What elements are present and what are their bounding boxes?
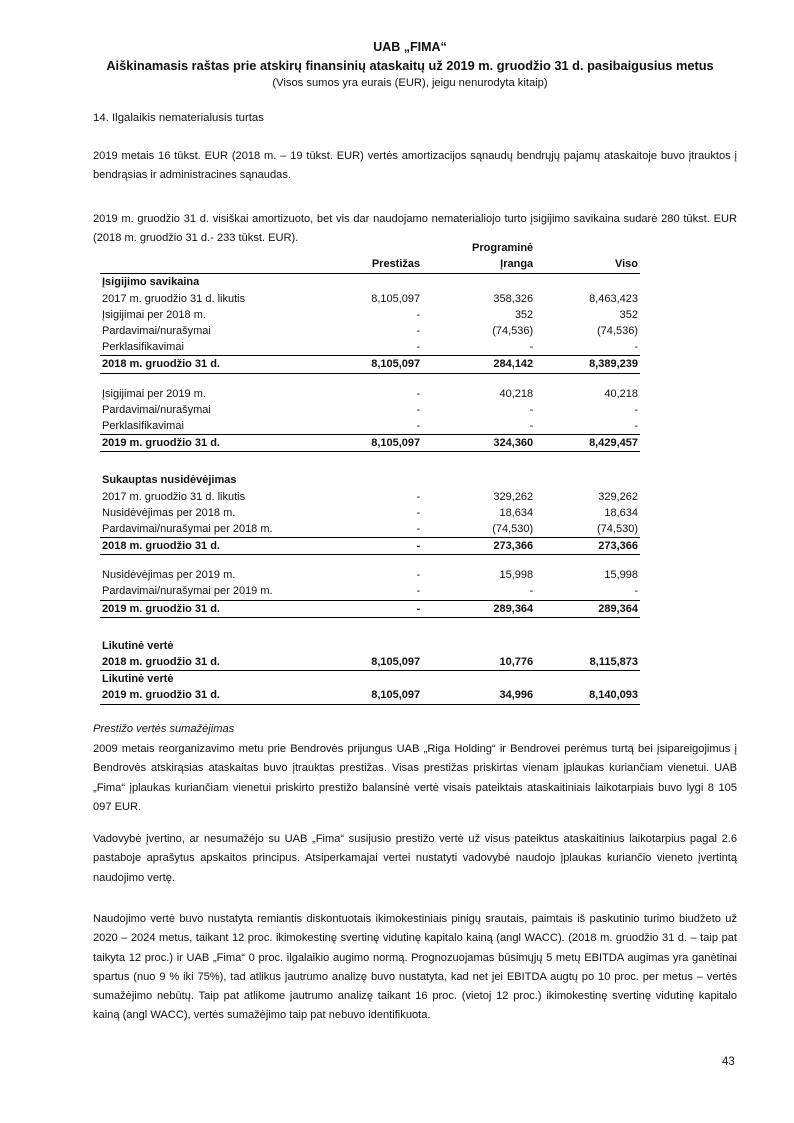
section-heading-row xyxy=(100,472,640,488)
cell-total: 289,364 xyxy=(535,600,640,617)
cell-goodwill: 8,105,097 xyxy=(331,356,423,373)
table-row xyxy=(100,583,640,600)
net-book-value-heading: Likutinė vertė xyxy=(102,639,174,652)
page-number: 43 xyxy=(722,1056,735,1068)
cell-goodwill: - xyxy=(331,600,423,617)
cell-software: 358,326 xyxy=(493,292,534,305)
cell-total: 40,218 xyxy=(604,387,638,400)
cell-total: - xyxy=(634,341,638,354)
cell-total: 329,262 xyxy=(598,490,638,503)
row-label: Perklasifikavimai xyxy=(102,341,184,354)
row-label: 2019 m. gruodžio 31 d. xyxy=(100,600,331,617)
table-row xyxy=(100,339,640,356)
total-row xyxy=(100,538,640,555)
table-row xyxy=(100,402,640,418)
company-name: UAB „FIMA“ xyxy=(373,40,447,54)
cell-total: 273,366 xyxy=(535,538,640,555)
cell-software: - xyxy=(529,341,534,354)
cell-total: 352 xyxy=(619,308,638,321)
table-row xyxy=(100,386,640,402)
cell-software: 324,360 xyxy=(422,435,535,452)
table-row xyxy=(100,505,640,521)
row-label: Pardavimai/nurašymai per 2018 m. xyxy=(102,522,273,535)
cell-goodwill: - xyxy=(416,341,421,354)
cell-goodwill: - xyxy=(416,403,421,416)
net-book-value-row xyxy=(100,654,640,671)
cell-software: 289,364 xyxy=(422,600,535,617)
paragraph-fully-amortized: 2019 m. gruodžio 31 d. visiškai amortizuoto, bet vis dar naudojamo nematerialiojo turto įsigijimo savikaina sudarė 280 tūkst. EUR (2018 m. gruodžio 31 d.- 233 tūkst. EUR). xyxy=(93,213,737,245)
cost-heading: Įsigijimo savikaina xyxy=(102,276,200,289)
table-header-row-2 xyxy=(100,256,640,274)
section-heading-row xyxy=(100,274,640,291)
cell-total: 8,463,423 xyxy=(589,292,638,305)
table-header-row-1 xyxy=(100,240,640,256)
column-header-total: Viso xyxy=(535,256,640,274)
cell-software: - xyxy=(529,585,534,598)
cell-software: 18,634 xyxy=(499,506,534,519)
table-row xyxy=(100,521,640,538)
cell-goodwill: 8,105,097 xyxy=(331,435,423,452)
column-header-goodwill: Prestižas xyxy=(331,256,423,274)
paragraph-amortization: 2019 metais 16 tūkst. EUR (2018 m. – 19 tūkst. EUR) vertės amortizacijos sąnaudų bendrųjų pajamų ataskaitoje buvo įtrauktos į bendrąsias ir administracines sąnaudas. xyxy=(93,150,737,182)
cell-goodwill: - xyxy=(331,538,423,555)
net-book-value-heading: Likutinė vertė xyxy=(100,671,640,688)
cell-goodwill: 8,105,097 xyxy=(371,656,421,669)
column-header-software-line1: Programinė xyxy=(472,242,534,255)
cell-software: (74,536) xyxy=(492,325,534,338)
row-label: 2018 m. gruodžio 31 d. xyxy=(100,538,331,555)
cell-software: 34,996 xyxy=(422,687,535,704)
document-title: Aiškinamasis raštas prie atskirų finansinių ataskaitų už 2019 m. gruodžio 31 d. pasibaigusius metus xyxy=(106,58,714,73)
row-label: Įsigijimai per 2018 m. xyxy=(102,308,206,321)
cell-software: 273,366 xyxy=(422,538,535,555)
cell-software: 40,218 xyxy=(499,387,534,400)
cell-goodwill: - xyxy=(416,569,421,582)
column-header-software-line2: Įranga xyxy=(422,256,535,274)
cell-software: 284,142 xyxy=(422,356,535,373)
row-label: 2018 m. gruodžio 31 d. xyxy=(100,356,331,373)
cell-total: - xyxy=(634,403,638,416)
document-subtitle: (Visos sumos yra eurais (EUR), jeigu nenurodyta kitaip) xyxy=(272,77,548,89)
cell-goodwill: 8,105,097 xyxy=(331,687,423,704)
net-book-value-row xyxy=(100,687,640,704)
total-row xyxy=(100,435,640,452)
row-label: Perklasifikavimai xyxy=(102,419,184,432)
cell-goodwill: - xyxy=(416,522,421,535)
cell-software: 329,262 xyxy=(493,490,534,503)
table-row xyxy=(100,567,640,583)
cell-total: 8,429,457 xyxy=(535,435,640,452)
depreciation-heading: Sukauptas nusidėvėjimas xyxy=(102,474,237,487)
cell-total: (74,530) xyxy=(597,522,638,535)
table-row xyxy=(100,418,640,435)
cell-total: 8,389,239 xyxy=(535,356,640,373)
cell-software: - xyxy=(529,403,534,416)
cell-goodwill: - xyxy=(416,419,421,432)
row-label: 2019 m. gruodžio 31 d. xyxy=(100,687,331,704)
row-label: Pardavimai/nurašymai per 2019 m. xyxy=(102,585,273,598)
net-book-value-heading-row xyxy=(100,671,640,688)
total-row xyxy=(100,356,640,373)
table-row xyxy=(100,323,640,339)
net-book-value-heading-row xyxy=(100,638,640,654)
cell-software: 10,776 xyxy=(499,656,534,669)
cell-total: 15,998 xyxy=(604,569,638,582)
impairment-heading: Prestižo vertės sumažėjimas xyxy=(93,723,235,735)
cell-software: 15,998 xyxy=(499,569,534,582)
cell-software: 352 xyxy=(514,308,534,321)
row-label: 2017 m. gruodžio 31 d. likutis xyxy=(102,292,246,305)
cell-total: (74,536) xyxy=(597,325,638,338)
row-label: 2018 m. gruodžio 31 d. xyxy=(102,656,220,669)
row-label: Nusidėvėjimas per 2019 m. xyxy=(102,569,236,582)
section-title: 14. Ilgalaikis nematerialusis turtas xyxy=(93,112,264,124)
cell-goodwill: 8,105,097 xyxy=(371,292,421,305)
paragraph-value-in-use: Naudojimo vertė buvo nustatyta remiantis diskontuotais ikimokestiniais pinigų srautais, paimtais iš paskutinio turimo biudžeto už 2020 – 2024 metus, taikant 12 proc. ikimokestinę svertinę vidutinę kapitalo kainą (angl WACC). (2018 m. gruodžio 31 d. – taip pat taikyta 12 proc.) ir UAB „Fima“ 0 proc. ilgalaikio augimo normą. Prognozuojamas būsimųjų 5 metų EBITDA augimas yra ganėtinai spartus (nuo 9 % iki 75%), tad atlikus jautrumo analizę buvo nustatyta, kad net jei EBITDA augtų po 10 proc. per metus – vertės sumažėjimo nebūtų. Taip pat atlikome jautrumo analizę taikant 16 proc. (vietoj 12 proc.) ikimokestinę svertinę vidutinę kapitalo kainą (angl WACC), vertės sumažėjimo taip pat nebuvo identifikuota. xyxy=(93,913,737,1022)
paragraph-goodwill-origin: 2009 metais reorganizavimo metu prie Bendrovės prijungus UAB „Riga Holding“ ir Bendrovei perėmus turtą bei įsipareigojimus į Bendrovės atskirąsias ataskaitas buvo įtrauktas prestižas. Visas prestižas priskirtas vienam įplaukas kuriančiam vienetui. UAB „Fima“ įplaukas kuriančiam vienetui priskirto prestižo balansinė vertė visais pateiktais ataskaitiniais laikotarpiais buvo lygi 8 105 097 EUR. xyxy=(93,743,737,813)
cell-goodwill: - xyxy=(416,308,421,321)
cell-goodwill: - xyxy=(416,506,421,519)
intangible-assets-table xyxy=(100,240,640,705)
cell-software: (74,530) xyxy=(492,522,534,535)
cell-total: 8,140,093 xyxy=(535,687,640,704)
row-label: Pardavimai/nurašymai xyxy=(102,403,211,416)
paragraph-management-assessment: Vadovybė įvertino, ar nesumažėjo su UAB „Fima“ susijusio prestižo vertė už visus pateiktus ataskaitinius laikotarpius pagal 2.6 pastaboje aprašytus apskaitos principus. Atsiperkamajai vertei nustatyti vadovybė naudojo įplaukas kuriančio vieneto įvertintą naudojimo vertę. xyxy=(93,833,737,884)
cell-total: 8,115,873 xyxy=(589,656,638,669)
cell-goodwill: - xyxy=(416,490,421,503)
cell-software: - xyxy=(529,419,534,432)
table-row xyxy=(100,291,640,307)
cell-goodwill: - xyxy=(416,387,421,400)
cell-total: 18,634 xyxy=(604,506,638,519)
row-label: Įsigijimai per 2019 m. xyxy=(102,387,206,400)
row-label: 2019 m. gruodžio 31 d. xyxy=(100,435,331,452)
cell-goodwill: - xyxy=(416,585,421,598)
cell-total: - xyxy=(634,419,638,432)
cell-goodwill: - xyxy=(416,325,421,338)
row-label: Pardavimai/nurašymai xyxy=(102,325,211,338)
table-row xyxy=(100,307,640,323)
row-label: 2017 m. gruodžio 31 d. likutis xyxy=(102,490,246,503)
row-label: Nusidėvėjimas per 2018 m. xyxy=(102,506,236,519)
table-row xyxy=(100,488,640,504)
total-row xyxy=(100,600,640,617)
cell-total: - xyxy=(634,585,638,598)
